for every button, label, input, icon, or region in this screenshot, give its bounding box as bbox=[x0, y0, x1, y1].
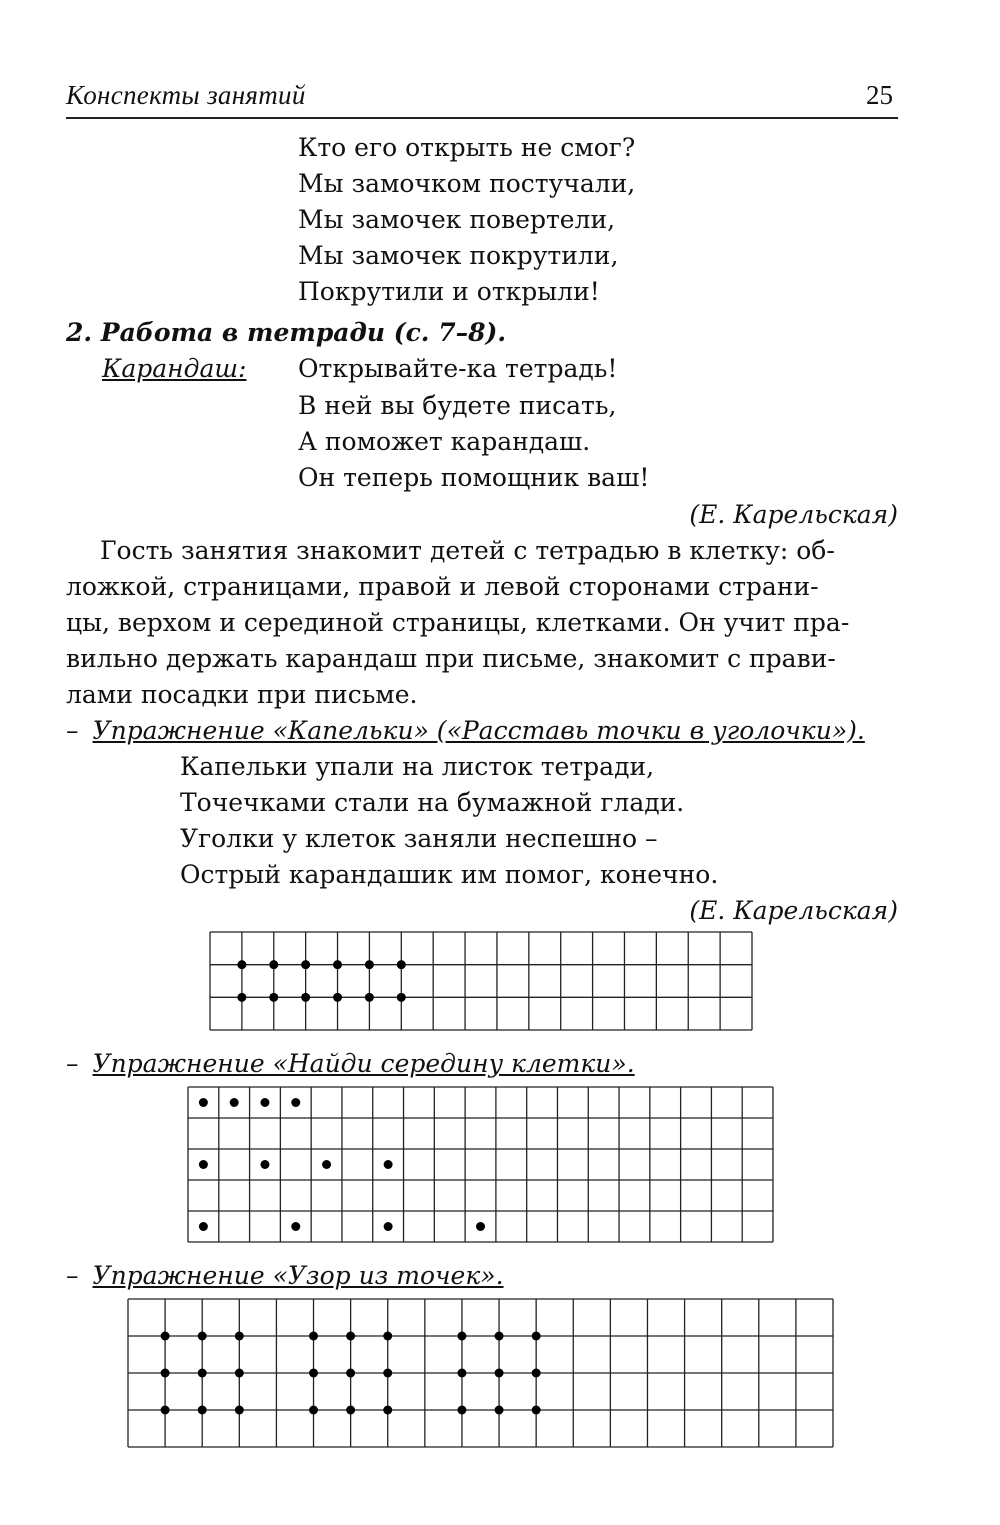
poem-line: Открывайте-ка тетрадь! bbox=[298, 354, 618, 383]
grid-dot bbox=[269, 993, 278, 1002]
speaker-label: Карандаш: bbox=[102, 354, 247, 383]
poem-line: В ней вы будете писать, bbox=[298, 391, 617, 420]
grid-dot bbox=[346, 1369, 355, 1378]
grid-dot bbox=[333, 960, 342, 969]
poem-line: Покрутили и открыли! bbox=[298, 277, 600, 306]
grid-dot bbox=[457, 1332, 466, 1341]
grid-dot bbox=[365, 993, 374, 1002]
paragraph-line: лами посадки при письме. bbox=[66, 680, 418, 709]
poem-line: Он теперь помощник ваш! bbox=[298, 463, 650, 492]
grid-dot bbox=[301, 960, 310, 969]
grid-dot bbox=[365, 960, 374, 969]
exercise-title-3 bbox=[66, 1261, 504, 1291]
grid-dot bbox=[237, 993, 246, 1002]
grid-dot bbox=[532, 1406, 541, 1415]
grid-dot bbox=[309, 1406, 318, 1415]
grid-dot bbox=[237, 960, 246, 969]
section-heading: 2. Работа в тетради (с. 7–8). bbox=[66, 318, 507, 347]
grid-dot bbox=[198, 1369, 207, 1378]
exercise-title-text: Упражнение «Найди середину клетки». bbox=[92, 1049, 635, 1078]
grid-dot bbox=[383, 1369, 392, 1378]
grid-dot bbox=[397, 960, 406, 969]
poem-line: А поможет карандаш. bbox=[298, 427, 591, 456]
grid-dot bbox=[346, 1332, 355, 1341]
running-header: Конспекты занятий bbox=[66, 80, 306, 110]
grid-dot bbox=[495, 1369, 504, 1378]
grid-dot-pattern bbox=[128, 1299, 833, 1447]
grid-dot bbox=[532, 1332, 541, 1341]
paragraph-line: вильно держать карандаш при письме, знакомит с прави- bbox=[66, 644, 836, 673]
grid-dot bbox=[383, 1406, 392, 1415]
grid-dot bbox=[384, 1222, 393, 1231]
paragraph-line: Гость занятия знакомит детей с тетрадью в клетку: об- bbox=[100, 536, 835, 565]
list-dash: – bbox=[66, 1261, 79, 1290]
exercise-title-1 bbox=[66, 716, 865, 746]
grid-dot bbox=[383, 1332, 392, 1341]
exercise-title-2 bbox=[66, 1049, 635, 1079]
poem-line: Мы замочек покрутили, bbox=[298, 241, 619, 270]
grid-dot bbox=[346, 1406, 355, 1415]
grid-dot bbox=[532, 1369, 541, 1378]
poem-line: Точечками стали на бумажной глади. bbox=[180, 788, 685, 817]
grid-dot bbox=[495, 1406, 504, 1415]
grid-dot bbox=[476, 1222, 485, 1231]
grid-dot bbox=[199, 1160, 208, 1169]
attribution: (Е. Карельская) bbox=[689, 896, 898, 925]
header-rule bbox=[66, 117, 898, 119]
grid-dot bbox=[309, 1369, 318, 1378]
grid-dot bbox=[269, 960, 278, 969]
grid-dot bbox=[384, 1160, 393, 1169]
poem-line: Острый карандашик им помог, конечно. bbox=[180, 860, 719, 889]
grid-dot bbox=[199, 1222, 208, 1231]
grid-dot bbox=[309, 1332, 318, 1341]
attribution: (Е. Карельская) bbox=[689, 500, 898, 529]
grid-dot bbox=[230, 1098, 239, 1107]
grid-dot bbox=[235, 1332, 244, 1341]
poem-line: Мы замочком постучали, bbox=[298, 169, 636, 198]
grid-dot bbox=[291, 1098, 300, 1107]
exercise-title-text: Упражнение «Капельки» («Расставь точки в уголочки»). bbox=[92, 716, 865, 745]
grid-dot bbox=[301, 993, 310, 1002]
paragraph-line: цы, верхом и серединой страницы, клетками. Он учит пра- bbox=[66, 608, 850, 637]
grid-dot bbox=[198, 1406, 207, 1415]
grid-dot bbox=[260, 1098, 269, 1107]
page-number: 25 bbox=[866, 80, 893, 110]
grid-dot bbox=[333, 993, 342, 1002]
grid-dot bbox=[397, 993, 406, 1002]
grid-dot bbox=[291, 1222, 300, 1231]
grid-dot bbox=[199, 1098, 208, 1107]
poem-line: Мы замочек повертели, bbox=[298, 205, 616, 234]
grid-dot bbox=[161, 1332, 170, 1341]
grid-dot bbox=[161, 1406, 170, 1415]
grid-find-middle bbox=[188, 1087, 773, 1242]
poem-line: Кто его открыть не смог? bbox=[298, 133, 636, 162]
list-dash: – bbox=[66, 716, 79, 745]
grid-dot bbox=[161, 1369, 170, 1378]
list-dash: – bbox=[66, 1049, 79, 1078]
poem-line: Уголки у клеток заняли неспешно – bbox=[180, 824, 658, 853]
grid-dot bbox=[198, 1332, 207, 1341]
exercise-title-text: Упражнение «Узор из точек». bbox=[92, 1261, 504, 1290]
grid-dot bbox=[457, 1369, 466, 1378]
grid-dot bbox=[260, 1160, 269, 1169]
grid-dot bbox=[235, 1406, 244, 1415]
grid-dot bbox=[457, 1406, 466, 1415]
poem-line: Капельки упали на листок тетради, bbox=[180, 752, 655, 781]
grid-capelki bbox=[210, 932, 752, 1030]
grid-dot bbox=[235, 1369, 244, 1378]
paragraph-line: ложкой, страницами, правой и левой сторонами страни- bbox=[66, 572, 819, 601]
grid-dot bbox=[322, 1160, 331, 1169]
grid-dot bbox=[495, 1332, 504, 1341]
